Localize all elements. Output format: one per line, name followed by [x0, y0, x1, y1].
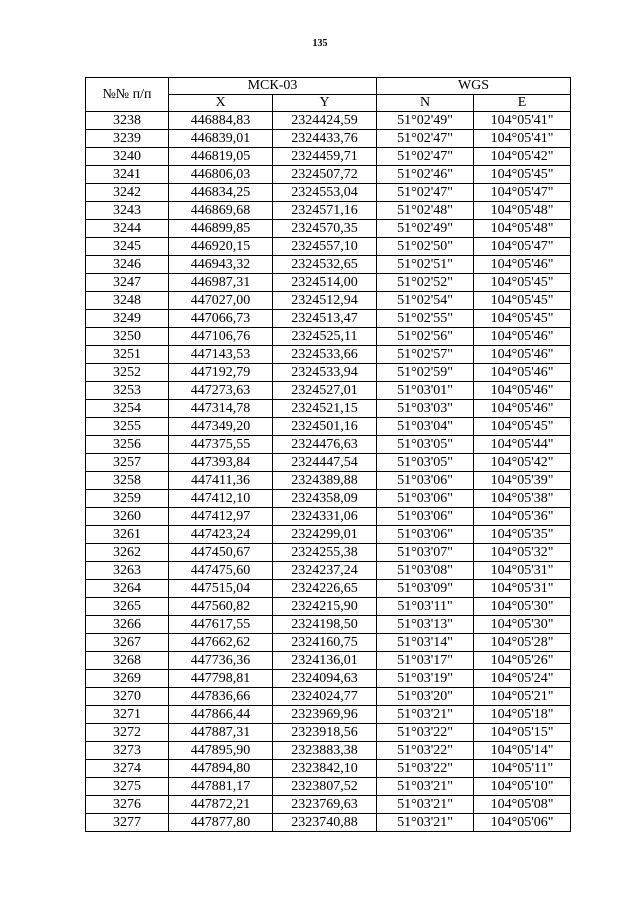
cell-e: 104°05'35": [474, 526, 571, 544]
cell-n: 51°03'17": [377, 652, 474, 670]
cell-e: 104°05'46": [474, 400, 571, 418]
table-row: [86, 166, 571, 184]
cell-n: 51°02'49": [377, 112, 474, 130]
header-row-groups: [86, 78, 571, 95]
cell-x: 446943,32: [169, 256, 273, 274]
cell-y: 2324136,01: [273, 652, 377, 670]
cell-point-number: 3264: [86, 580, 169, 598]
cell-e: 104°05'45": [474, 418, 571, 436]
cell-x: 447423,24: [169, 526, 273, 544]
cell-x: 447143,53: [169, 346, 273, 364]
cell-y: 2324389,88: [273, 472, 377, 490]
table-row: [86, 616, 571, 634]
cell-x: 447662,62: [169, 634, 273, 652]
cell-e: 104°05'42": [474, 148, 571, 166]
cell-point-number: 3242: [86, 184, 169, 202]
cell-y: 2324514,00: [273, 274, 377, 292]
cell-y: 2324215,90: [273, 598, 377, 616]
cell-point-number: 3256: [86, 436, 169, 454]
coordinates-table: [85, 77, 571, 832]
cell-point-number: 3252: [86, 364, 169, 382]
cell-y: 2324557,10: [273, 238, 377, 256]
cell-n: 51°03'21": [377, 814, 474, 832]
cell-n: 51°03'06": [377, 508, 474, 526]
cell-n: 51°03'05": [377, 436, 474, 454]
cell-e: 104°05'15": [474, 724, 571, 742]
cell-x: 446834,25: [169, 184, 273, 202]
table-body: [86, 112, 571, 832]
cell-x: 446987,31: [169, 274, 273, 292]
cell-x: 447411,36: [169, 472, 273, 490]
cell-y: 2324424,59: [273, 112, 377, 130]
cell-n: 51°02'49": [377, 220, 474, 238]
cell-point-number: 3262: [86, 544, 169, 562]
cell-e: 104°05'38": [474, 490, 571, 508]
cell-x: 446869,68: [169, 202, 273, 220]
cell-y: 2324226,65: [273, 580, 377, 598]
table-row: [86, 598, 571, 616]
cell-x: 447349,20: [169, 418, 273, 436]
cell-point-number: 3272: [86, 724, 169, 742]
cell-x: 446899,85: [169, 220, 273, 238]
cell-n: 51°02'56": [377, 328, 474, 346]
cell-y: 2324299,01: [273, 526, 377, 544]
cell-n: 51°03'06": [377, 526, 474, 544]
table-row: [86, 796, 571, 814]
cell-x: 447066,73: [169, 310, 273, 328]
cell-n: 51°02'51": [377, 256, 474, 274]
header-point-number: №№ п/п: [86, 78, 169, 112]
cell-e: 104°05'31": [474, 562, 571, 580]
table-row: [86, 706, 571, 724]
cell-n: 51°02'57": [377, 346, 474, 364]
table-row: [86, 634, 571, 652]
table-row: [86, 148, 571, 166]
table-row: [86, 130, 571, 148]
table-row: [86, 724, 571, 742]
cell-n: 51°03'08": [377, 562, 474, 580]
cell-n: 51°03'06": [377, 490, 474, 508]
cell-point-number: 3244: [86, 220, 169, 238]
cell-y: 2324525,11: [273, 328, 377, 346]
cell-y: 2324527,01: [273, 382, 377, 400]
cell-e: 104°05'41": [474, 112, 571, 130]
page-number: 135: [312, 38, 328, 49]
cell-e: 104°05'45": [474, 274, 571, 292]
cell-n: 51°02'55": [377, 310, 474, 328]
cell-x: 447412,10: [169, 490, 273, 508]
cell-n: 51°03'09": [377, 580, 474, 598]
cell-x: 447866,44: [169, 706, 273, 724]
cell-x: 447617,55: [169, 616, 273, 634]
cell-e: 104°05'31": [474, 580, 571, 598]
cell-n: 51°03'03": [377, 400, 474, 418]
table-row: [86, 742, 571, 760]
cell-x: 447877,80: [169, 814, 273, 832]
cell-point-number: 3251: [86, 346, 169, 364]
cell-x: 446884,83: [169, 112, 273, 130]
cell-e: 104°05'18": [474, 706, 571, 724]
cell-point-number: 3275: [86, 778, 169, 796]
table-row: [86, 526, 571, 544]
cell-e: 104°05'47": [474, 184, 571, 202]
cell-n: 51°02'48": [377, 202, 474, 220]
cell-x: 447375,55: [169, 436, 273, 454]
cell-x: 447881,17: [169, 778, 273, 796]
table-row: [86, 184, 571, 202]
cell-n: 51°02'54": [377, 292, 474, 310]
table-row: [86, 454, 571, 472]
cell-e: 104°05'26": [474, 652, 571, 670]
cell-x: 447736,36: [169, 652, 273, 670]
table-row: [86, 346, 571, 364]
cell-e: 104°05'42": [474, 454, 571, 472]
cell-n: 51°03'07": [377, 544, 474, 562]
table-row: [86, 292, 571, 310]
table-header: [86, 78, 571, 112]
table-row: [86, 328, 571, 346]
cell-y: 2324358,09: [273, 490, 377, 508]
cell-y: 2324447,54: [273, 454, 377, 472]
cell-e: 104°05'48": [474, 220, 571, 238]
table-row: [86, 364, 571, 382]
cell-n: 51°03'21": [377, 778, 474, 796]
cell-e: 104°05'21": [474, 688, 571, 706]
cell-e: 104°05'30": [474, 598, 571, 616]
cell-point-number: 3255: [86, 418, 169, 436]
cell-point-number: 3253: [86, 382, 169, 400]
cell-y: 2324331,06: [273, 508, 377, 526]
cell-e: 104°05'32": [474, 544, 571, 562]
cell-point-number: 3243: [86, 202, 169, 220]
cell-point-number: 3238: [86, 112, 169, 130]
cell-x: 446920,15: [169, 238, 273, 256]
table-row: [86, 778, 571, 796]
cell-x: 447412,97: [169, 508, 273, 526]
header-group-msk: МСК-03: [169, 78, 377, 95]
table-row: [86, 202, 571, 220]
header-group-wgs: WGS: [377, 78, 571, 95]
cell-n: 51°02'47": [377, 130, 474, 148]
cell-e: 104°05'46": [474, 364, 571, 382]
cell-e: 104°05'36": [474, 508, 571, 526]
cell-point-number: 3276: [86, 796, 169, 814]
cell-y: 2324521,15: [273, 400, 377, 418]
header-n: N: [377, 95, 474, 112]
cell-y: 2324476,63: [273, 436, 377, 454]
table-row: [86, 652, 571, 670]
cell-n: 51°03'22": [377, 742, 474, 760]
cell-e: 104°05'30": [474, 616, 571, 634]
table-row: [86, 472, 571, 490]
cell-y: 2323842,10: [273, 760, 377, 778]
cell-y: 2323807,52: [273, 778, 377, 796]
cell-y: 2324198,50: [273, 616, 377, 634]
cell-e: 104°05'24": [474, 670, 571, 688]
cell-n: 51°03'01": [377, 382, 474, 400]
table-row: [86, 256, 571, 274]
cell-y: 2324094,63: [273, 670, 377, 688]
cell-n: 51°02'52": [377, 274, 474, 292]
cell-x: 447836,66: [169, 688, 273, 706]
cell-y: 2324533,94: [273, 364, 377, 382]
cell-point-number: 3263: [86, 562, 169, 580]
cell-point-number: 3271: [86, 706, 169, 724]
cell-point-number: 3250: [86, 328, 169, 346]
table-row: [86, 688, 571, 706]
cell-x: 447314,78: [169, 400, 273, 418]
cell-y: 2324571,16: [273, 202, 377, 220]
cell-y: 2324512,94: [273, 292, 377, 310]
cell-e: 104°05'08": [474, 796, 571, 814]
cell-x: 447887,31: [169, 724, 273, 742]
cell-e: 104°05'47": [474, 238, 571, 256]
cell-e: 104°05'14": [474, 742, 571, 760]
cell-y: 2324507,72: [273, 166, 377, 184]
cell-x: 447393,84: [169, 454, 273, 472]
cell-point-number: 3239: [86, 130, 169, 148]
cell-x: 447450,67: [169, 544, 273, 562]
cell-x: 447475,60: [169, 562, 273, 580]
cell-n: 51°03'05": [377, 454, 474, 472]
cell-x: 447894,80: [169, 760, 273, 778]
cell-x: 447273,63: [169, 382, 273, 400]
cell-x: 446819,05: [169, 148, 273, 166]
cell-point-number: 3267: [86, 634, 169, 652]
cell-point-number: 3259: [86, 490, 169, 508]
cell-point-number: 3274: [86, 760, 169, 778]
cell-e: 104°05'10": [474, 778, 571, 796]
cell-e: 104°05'46": [474, 346, 571, 364]
cell-y: 2324024,77: [273, 688, 377, 706]
table-row: [86, 220, 571, 238]
table-row: [86, 436, 571, 454]
cell-x: 447106,76: [169, 328, 273, 346]
cell-n: 51°03'19": [377, 670, 474, 688]
cell-e: 104°05'41": [474, 130, 571, 148]
cell-n: 51°03'06": [377, 472, 474, 490]
table-row: [86, 562, 571, 580]
table-row: [86, 274, 571, 292]
table-row: [86, 418, 571, 436]
header-e: E: [474, 95, 571, 112]
cell-y: 2324553,04: [273, 184, 377, 202]
cell-x: 447515,04: [169, 580, 273, 598]
cell-y: 2324501,16: [273, 418, 377, 436]
cell-n: 51°03'11": [377, 598, 474, 616]
cell-point-number: 3258: [86, 472, 169, 490]
table-row: [86, 814, 571, 832]
cell-n: 51°03'13": [377, 616, 474, 634]
cell-y: 2324255,38: [273, 544, 377, 562]
table-row: [86, 670, 571, 688]
cell-point-number: 3265: [86, 598, 169, 616]
cell-e: 104°05'44": [474, 436, 571, 454]
cell-n: 51°02'47": [377, 148, 474, 166]
cell-y: 2323883,38: [273, 742, 377, 760]
cell-y: 2324459,71: [273, 148, 377, 166]
cell-x: 447872,21: [169, 796, 273, 814]
cell-n: 51°03'22": [377, 760, 474, 778]
cell-x: 447027,00: [169, 292, 273, 310]
cell-e: 104°05'45": [474, 310, 571, 328]
cell-point-number: 3249: [86, 310, 169, 328]
table-row: [86, 544, 571, 562]
cell-point-number: 3266: [86, 616, 169, 634]
cell-y: 2324533,66: [273, 346, 377, 364]
cell-y: 2323918,56: [273, 724, 377, 742]
cell-x: 447895,90: [169, 742, 273, 760]
cell-y: 2323969,96: [273, 706, 377, 724]
cell-point-number: 3257: [86, 454, 169, 472]
cell-e: 104°05'46": [474, 328, 571, 346]
cell-x: 446806,03: [169, 166, 273, 184]
cell-n: 51°02'59": [377, 364, 474, 382]
table-row: [86, 760, 571, 778]
cell-point-number: 3245: [86, 238, 169, 256]
cell-x: 446839,01: [169, 130, 273, 148]
cell-x: 447560,82: [169, 598, 273, 616]
header-y: Y: [273, 95, 377, 112]
cell-y: 2324160,75: [273, 634, 377, 652]
cell-point-number: 3277: [86, 814, 169, 832]
cell-e: 104°05'28": [474, 634, 571, 652]
cell-e: 104°05'39": [474, 472, 571, 490]
cell-n: 51°02'50": [377, 238, 474, 256]
table-row: [86, 112, 571, 130]
cell-n: 51°02'47": [377, 184, 474, 202]
cell-y: 2324237,24: [273, 562, 377, 580]
cell-point-number: 3261: [86, 526, 169, 544]
table-row: [86, 238, 571, 256]
table-row: [86, 382, 571, 400]
cell-y: 2324513,47: [273, 310, 377, 328]
table-row: [86, 580, 571, 598]
cell-x: 447798,81: [169, 670, 273, 688]
cell-y: 2324433,76: [273, 130, 377, 148]
cell-point-number: 3240: [86, 148, 169, 166]
cell-point-number: 3260: [86, 508, 169, 526]
table-row: [86, 400, 571, 418]
cell-point-number: 3248: [86, 292, 169, 310]
cell-n: 51°03'20": [377, 688, 474, 706]
cell-y: 2324532,65: [273, 256, 377, 274]
cell-y: 2323740,88: [273, 814, 377, 832]
cell-e: 104°05'45": [474, 166, 571, 184]
table-row: [86, 508, 571, 526]
cell-e: 104°05'11": [474, 760, 571, 778]
cell-y: 2324570,35: [273, 220, 377, 238]
cell-n: 51°03'21": [377, 796, 474, 814]
cell-e: 104°05'46": [474, 382, 571, 400]
cell-e: 104°05'45": [474, 292, 571, 310]
table-row: [86, 310, 571, 328]
cell-n: 51°03'21": [377, 706, 474, 724]
cell-point-number: 3270: [86, 688, 169, 706]
header-x: X: [169, 95, 273, 112]
cell-e: 104°05'48": [474, 202, 571, 220]
cell-n: 51°03'14": [377, 634, 474, 652]
cell-point-number: 3268: [86, 652, 169, 670]
cell-e: 104°05'06": [474, 814, 571, 832]
cell-e: 104°05'46": [474, 256, 571, 274]
cell-n: 51°02'46": [377, 166, 474, 184]
cell-y: 2323769,63: [273, 796, 377, 814]
table-row: [86, 490, 571, 508]
cell-x: 447192,79: [169, 364, 273, 382]
cell-point-number: 3269: [86, 670, 169, 688]
cell-point-number: 3246: [86, 256, 169, 274]
cell-n: 51°03'22": [377, 724, 474, 742]
cell-point-number: 3241: [86, 166, 169, 184]
cell-n: 51°03'04": [377, 418, 474, 436]
cell-point-number: 3273: [86, 742, 169, 760]
cell-point-number: 3247: [86, 274, 169, 292]
cell-point-number: 3254: [86, 400, 169, 418]
